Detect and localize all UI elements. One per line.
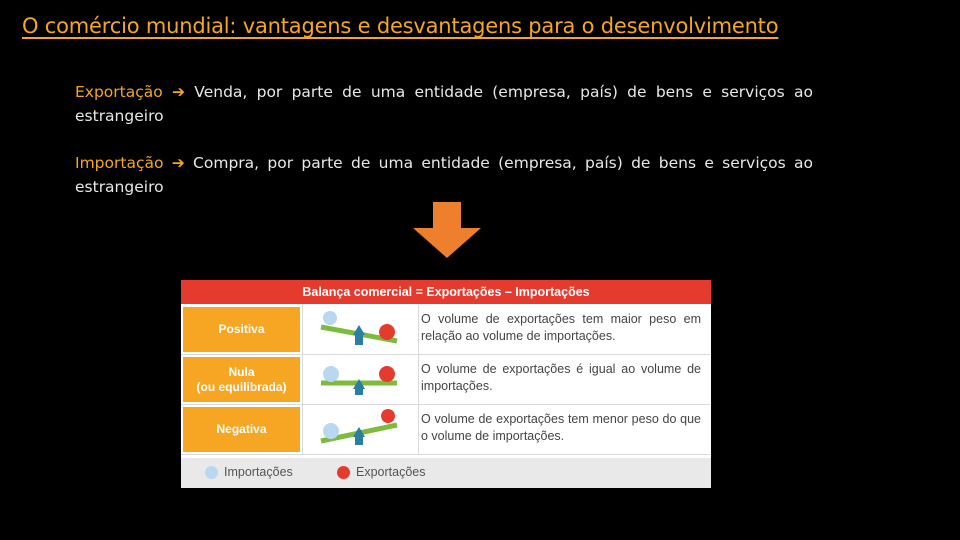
seesaw-negative-icon: [317, 405, 403, 453]
arrow-right-icon: ➔: [172, 83, 186, 101]
definition-export: [75, 80, 813, 128]
category-cell: [183, 407, 300, 452]
category-label: Positiva: [218, 322, 265, 336]
table-row: [181, 405, 711, 455]
blue-dot-icon: [205, 466, 218, 479]
slide-title: O comércio mundial: vantagens e desvantagens para o desenvolvimento: [22, 14, 779, 38]
trade-balance-table: [181, 280, 711, 488]
seesaw-balanced-icon: [317, 355, 403, 403]
column-divider: [302, 305, 303, 455]
legend-label: Importações: [224, 465, 293, 479]
legend-label: Exportações: [356, 465, 426, 479]
category-sublabel: (ou equilibrada): [196, 379, 287, 394]
definition-export-text: Venda, por parte de uma entidade (empresa, país) de bens e serviços ao estrangeiro: [75, 83, 813, 125]
table-header: Balança comercial = Exportações – Importações: [181, 280, 711, 304]
category-label: Negativa: [216, 422, 267, 436]
row-description: O volume de exportações tem maior peso em relação ao volume de importações.: [421, 312, 701, 343]
table-row: [181, 355, 711, 405]
legend-item-exports: [337, 465, 425, 479]
table-row: [181, 305, 711, 355]
definition-import-text: Compra, por parte de uma entidade (empresa, país) de bens e serviços ao estrangeiro: [75, 154, 813, 196]
row-description: O volume de exportações é igual ao volume de importações.: [421, 362, 701, 393]
category-cell: [183, 307, 300, 352]
legend: [181, 458, 711, 488]
red-dot-icon: [337, 466, 350, 479]
seesaw-positive-icon: [317, 305, 403, 353]
term-export: Exportação: [75, 83, 163, 101]
category-label: Nula: [228, 364, 255, 379]
term-import: Importação: [75, 154, 164, 172]
legend-item-imports: [205, 465, 293, 479]
category-cell: [183, 357, 300, 402]
definition-import: [75, 151, 813, 199]
row-description: O volume de exportações tem menor peso do que o volume de importações.: [421, 412, 701, 443]
arrow-right-icon: ➔: [171, 154, 185, 172]
column-divider: [418, 305, 419, 455]
down-arrow-icon: [413, 202, 481, 258]
